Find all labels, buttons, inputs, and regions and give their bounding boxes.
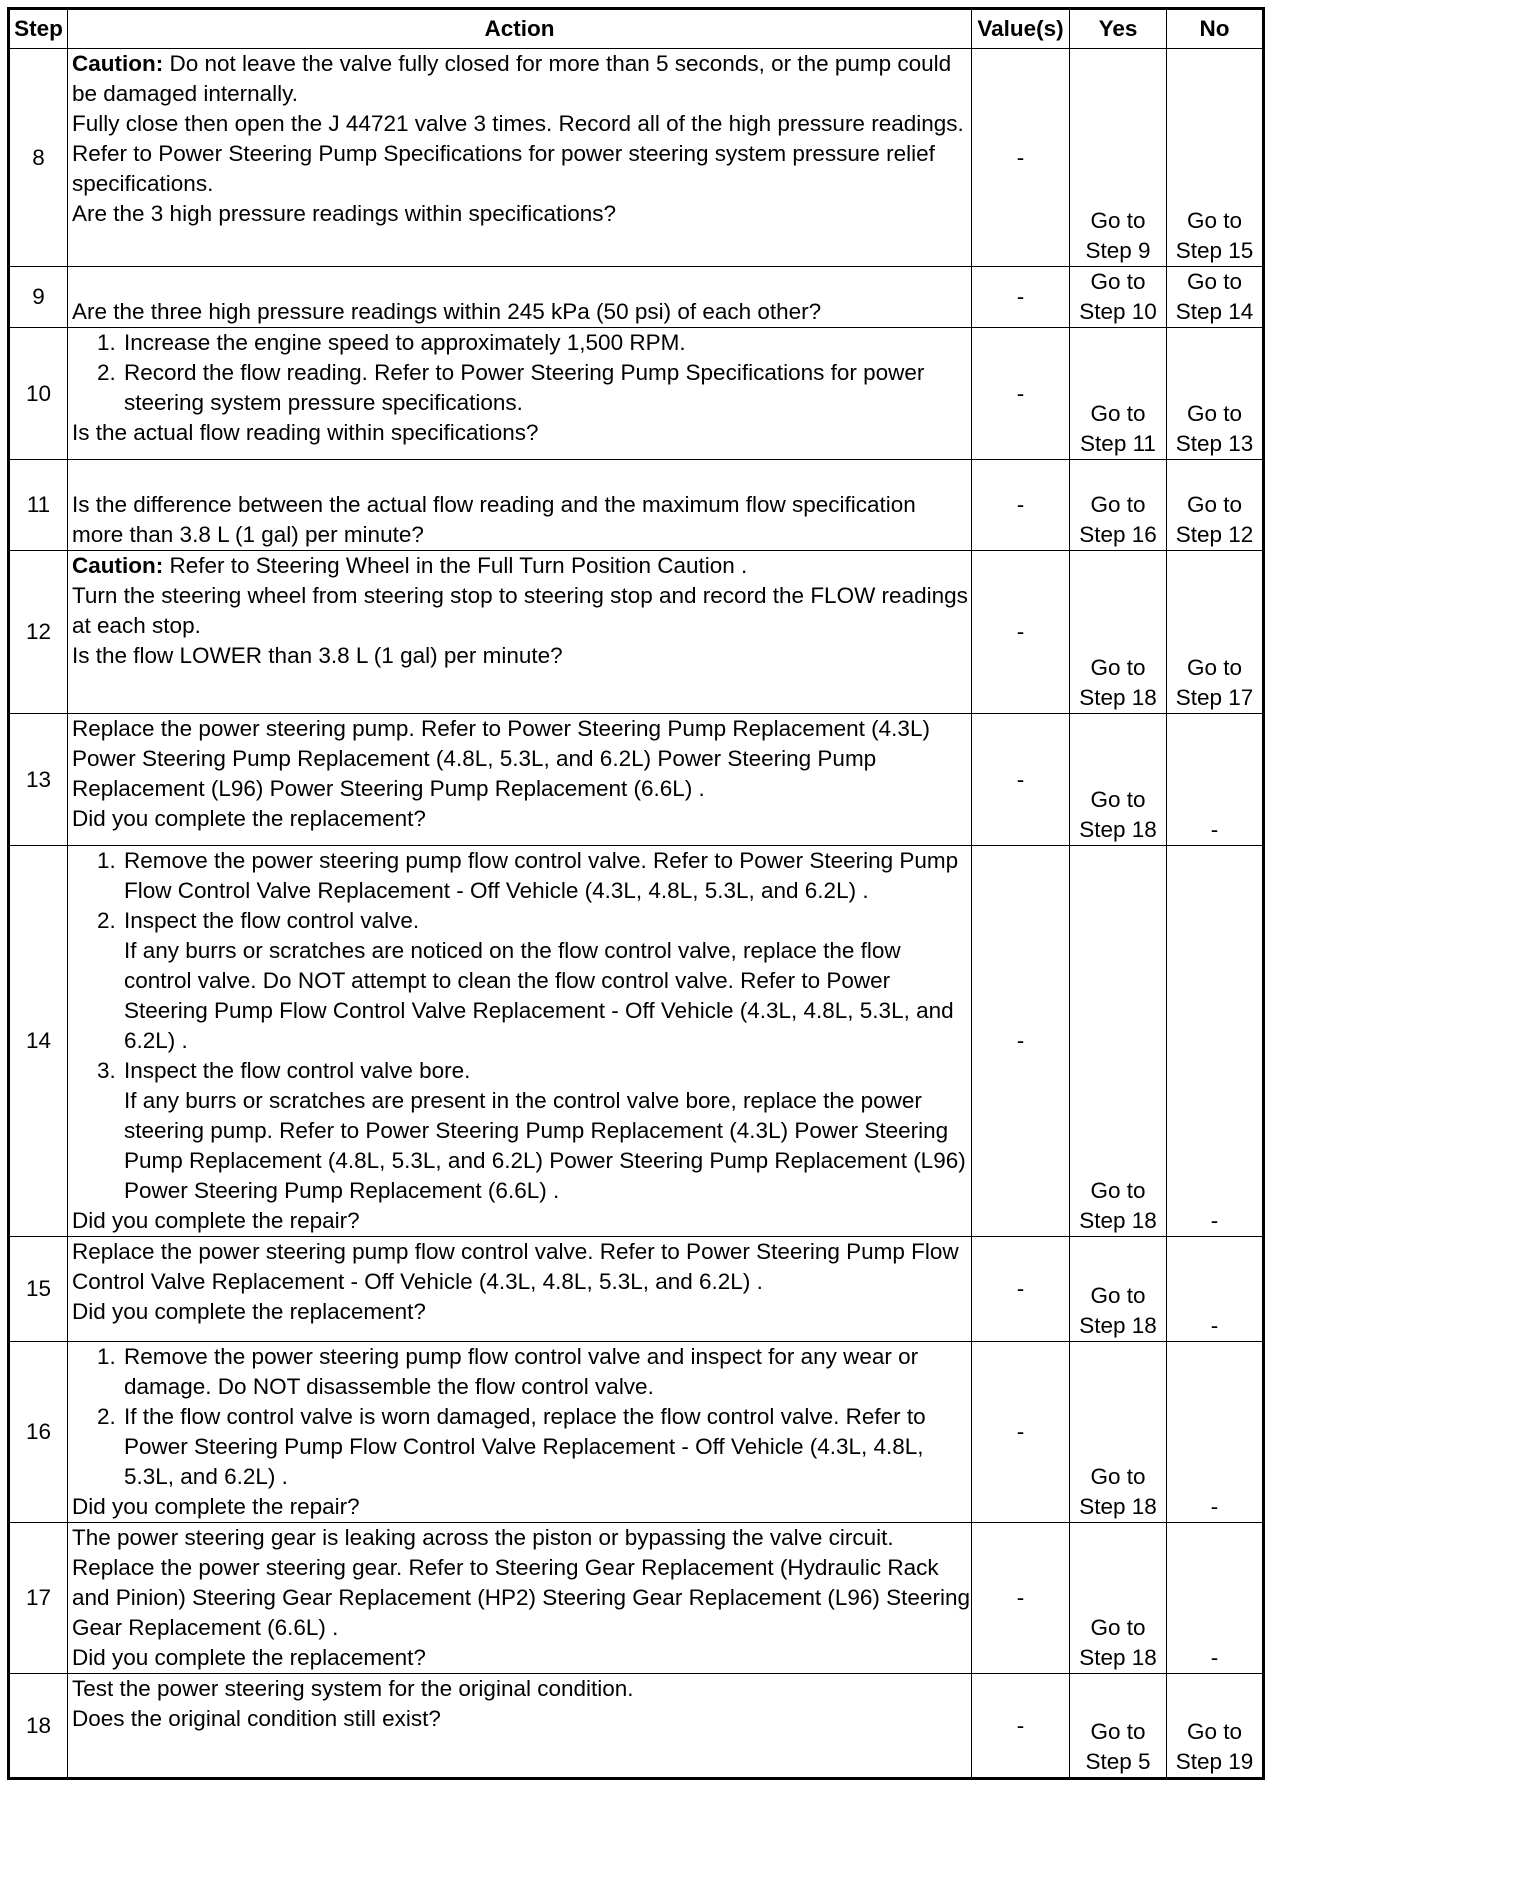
table-row: [9, 1523, 1264, 1674]
action-step-text: If the flow control valve is worn damaged, replace the flow control valve. Refer to Power Steering Pump Flow Control Valve Replacement - Off Vehicle (4.3L, 4.8L, 5.3L, and 6.2L) .: [124, 1404, 926, 1489]
value-cell: -: [972, 1237, 1070, 1342]
action-question: Are the 3 high pressure readings within specifications?: [72, 201, 617, 226]
no-cell: [1167, 328, 1264, 460]
table-row: [9, 460, 1264, 551]
action-question: Did you complete the replacement?: [72, 1645, 426, 1670]
header-row: [9, 9, 1264, 49]
no-cell: [1167, 267, 1264, 328]
step-cell: 10: [9, 328, 68, 460]
yes-line: Step 18: [1079, 685, 1157, 710]
action-question: Are the three high pressure readings within 245 kPa (50 psi) of each other?: [72, 299, 822, 324]
action-cell: [68, 1523, 972, 1674]
yes-cell: [1070, 1523, 1167, 1674]
no-line: Go to: [1186, 401, 1243, 426]
action-step-detail: If any burrs or scratches are present in the control valve bore, replace the power steering pump. Refer to Power Steering Pump Replacement (4.3L) Power Steering Pump Replacement (4.8L, 5.3L, and 6.2L) Power Steering Pump Replacement (L96) Power Steering Pump Replacement (6.6L) .: [124, 1088, 966, 1203]
action-question: Did you complete the replacement?: [72, 806, 426, 831]
yes-cell: [1070, 1342, 1167, 1523]
table-row: [9, 328, 1264, 460]
action-cell: [68, 460, 972, 551]
yes-line: Go to: [1090, 401, 1146, 426]
yes-line: Go to: [1090, 208, 1146, 233]
yes-line: Go to: [1090, 269, 1146, 294]
header-action: Action: [68, 9, 972, 49]
step-cell: 11: [9, 460, 68, 551]
action-steps: [72, 328, 971, 418]
yes-line: Step 18: [1079, 817, 1157, 842]
yes-cell: [1070, 1674, 1167, 1779]
yes-cell: [1070, 328, 1167, 460]
yes-cell: [1070, 267, 1167, 328]
no-cell: [1167, 1674, 1264, 1779]
action-cell: [68, 267, 972, 328]
yes-line: Go to: [1090, 1719, 1146, 1744]
no-line: Step 13: [1175, 431, 1254, 456]
header-no: No: [1167, 9, 1264, 49]
value-cell: -: [972, 460, 1070, 551]
no-line: Go to: [1186, 655, 1243, 680]
no-cell: [1167, 49, 1264, 267]
value-cell: -: [972, 551, 1070, 714]
action-text: Replace the power steering pump flow control valve. Refer to Power Steering Pump Flow Control Valve Replacement - Off Vehicle (4.3L, 4.8L, 5.3L, and 6.2L) .: [72, 1239, 959, 1294]
table-row: [9, 714, 1264, 846]
yes-line: Go to: [1090, 1178, 1146, 1203]
action-text: Turn the steering wheel from steering stop to steering stop and record the FLOW readings at each stop.: [72, 583, 968, 638]
action-question: Did you complete the repair?: [72, 1494, 360, 1519]
action-question: Is the actual flow reading within specifications?: [72, 420, 539, 445]
caution-text: Do not leave the valve fully closed for more than 5 seconds, or the pump could be damaged internally.: [72, 51, 952, 106]
caution-note: [72, 49, 971, 109]
no-line: -: [1210, 1645, 1219, 1670]
action-question: Did you complete the repair?: [72, 1208, 360, 1233]
no-cell: [1167, 1342, 1264, 1523]
yes-line: Step 9: [1085, 238, 1151, 263]
value-cell: -: [972, 846, 1070, 1237]
action-question: Is the difference between the actual flow reading and the maximum flow specification more than 3.8 L (1 gal) per minute?: [72, 492, 916, 547]
action-cell: [68, 714, 972, 846]
table-row: [9, 267, 1264, 328]
action-cell: [68, 1237, 972, 1342]
action-step: [122, 1402, 971, 1492]
value-cell: -: [972, 1342, 1070, 1523]
table-body: [9, 49, 1264, 1779]
no-line: Step 15: [1175, 238, 1254, 263]
no-line: -: [1210, 1494, 1219, 1519]
value-cell: -: [972, 49, 1070, 267]
no-line: Step 14: [1175, 299, 1254, 324]
table-row: [9, 1342, 1264, 1523]
no-cell: [1167, 1523, 1264, 1674]
yes-cell: [1070, 49, 1167, 267]
yes-cell: [1070, 714, 1167, 846]
yes-line: Step 11: [1080, 431, 1156, 456]
step-cell: 14: [9, 846, 68, 1237]
yes-line: Step 16: [1079, 522, 1157, 547]
yes-line: Go to: [1090, 1615, 1146, 1640]
yes-line: Step 5: [1085, 1749, 1151, 1774]
action-text: Fully close then open the J 44721 valve 3 times. Record all of the high pressure readings. Refer to Power Steering Pump Specifications for power steering system pressure relief specifications.: [72, 111, 964, 196]
no-line: -: [1210, 1313, 1219, 1338]
no-cell: [1167, 846, 1264, 1237]
header-yes: Yes: [1070, 9, 1167, 49]
action-cell: [68, 328, 972, 460]
table-row: [9, 1237, 1264, 1342]
no-cell: [1167, 1237, 1264, 1342]
action-cell: [68, 551, 972, 714]
step-cell: 18: [9, 1674, 68, 1779]
no-line: -: [1210, 817, 1219, 842]
caution-text: Refer to Steering Wheel in the Full Turn Position Caution .: [169, 553, 748, 578]
action-step-text: Remove the power steering pump flow control valve and inspect for any wear or damage. Do NOT disassemble the flow control valve.: [124, 1344, 919, 1399]
action-cell: [68, 49, 972, 267]
header-step: Step: [9, 9, 68, 49]
table-row: [9, 1674, 1264, 1779]
yes-line: Step 18: [1079, 1494, 1157, 1519]
action-text: Replace the power steering pump. Refer to Power Steering Pump Replacement (4.3L) Power Steering Pump Replacement (4.8L, 5.3L, and 6.2L) Power Steering Pump Replacement (L96) Power Steering Pump Replacement (6.6L) .: [72, 716, 930, 801]
action-question: Is the flow LOWER than 3.8 L (1 gal) per minute?: [72, 643, 563, 668]
action-step-text: Inspect the flow control valve bore.: [124, 1058, 471, 1083]
no-line: Go to: [1186, 269, 1243, 294]
yes-cell: [1070, 460, 1167, 551]
diagnostic-table: [7, 7, 1265, 1780]
yes-line: Go to: [1090, 1283, 1146, 1308]
table-row: [9, 551, 1264, 714]
action-cell: [68, 1342, 972, 1523]
no-line: Step 12: [1175, 522, 1254, 547]
yes-line: Step 18: [1079, 1645, 1157, 1670]
step-cell: 9: [9, 267, 68, 328]
yes-line: Go to: [1090, 655, 1146, 680]
no-cell: [1167, 460, 1264, 551]
value-cell: -: [972, 714, 1070, 846]
action-step: [122, 1056, 971, 1206]
table-row: [9, 49, 1264, 267]
yes-cell: [1070, 551, 1167, 714]
step-cell: 13: [9, 714, 68, 846]
action-step: [122, 906, 971, 1056]
yes-cell: [1070, 1237, 1167, 1342]
caution-label: Caution:: [72, 51, 164, 76]
yes-line: Step 18: [1079, 1313, 1157, 1338]
caution-note: [72, 551, 971, 581]
action-step-text: Remove the power steering pump flow control valve. Refer to Power Steering Pump Flow Control Valve Replacement - Off Vehicle (4.3L, 4.8L, 5.3L, and 6.2L) .: [124, 848, 959, 903]
action-step-detail: If any burrs or scratches are noticed on the flow control valve, replace the flow control valve. Do NOT attempt to clean the flow control valve. Refer to Power Steering Pump Flow Control Valve Replacement - Off Vehicle (4.3L, 4.8L, 5.3L, and 6.2L) .: [124, 938, 954, 1053]
table-row: [9, 846, 1264, 1237]
value-cell: -: [972, 328, 1070, 460]
step-cell: 8: [9, 49, 68, 267]
action-cell: [68, 846, 972, 1237]
step-cell: 17: [9, 1523, 68, 1674]
no-line: Go to: [1186, 208, 1243, 233]
action-steps: [72, 1342, 971, 1492]
action-text: The power steering gear is leaking across the piston or bypassing the valve circuit. Replace the power steering gear. Refer to Steering Gear Replacement (Hydraulic Rack and Pinion) Steering Gear Replacement (HP2) Steering Gear Replacement (L96) Steering Gear Replacement (6.6L) .: [72, 1525, 970, 1640]
action-question: Did you complete the replacement?: [72, 1299, 426, 1324]
action-step: [122, 328, 971, 358]
value-cell: -: [972, 267, 1070, 328]
yes-line: Go to: [1090, 492, 1146, 517]
no-cell: [1167, 551, 1264, 714]
step-cell: 16: [9, 1342, 68, 1523]
action-step: [122, 1342, 971, 1402]
yes-line: Step 18: [1079, 1208, 1157, 1233]
caution-label: Caution:: [72, 553, 164, 578]
value-cell: -: [972, 1674, 1070, 1779]
step-cell: 15: [9, 1237, 68, 1342]
yes-cell: [1070, 846, 1167, 1237]
action-text: Test the power steering system for the original condition.: [72, 1676, 634, 1701]
action-step-text: Record the flow reading. Refer to Power Steering Pump Specifications for power steering system pressure specifications.: [124, 360, 925, 415]
action-step-text: Increase the engine speed to approximately 1,500 RPM.: [124, 330, 686, 355]
step-cell: 12: [9, 551, 68, 714]
action-steps: [72, 846, 971, 1206]
no-line: Step 19: [1175, 1749, 1254, 1774]
yes-line: Step 10: [1079, 299, 1157, 324]
action-step-text: Inspect the flow control valve.: [124, 908, 420, 933]
no-line: -: [1210, 1208, 1219, 1233]
action-cell: [68, 1674, 972, 1779]
action-step: [122, 358, 971, 418]
yes-line: Go to: [1090, 1464, 1146, 1489]
action-step: [122, 846, 971, 906]
no-line: Step 17: [1175, 685, 1254, 710]
header-values: Value(s): [972, 9, 1070, 49]
yes-line: Go to: [1090, 787, 1146, 812]
value-cell: -: [972, 1523, 1070, 1674]
no-cell: [1167, 714, 1264, 846]
no-line: Go to: [1186, 492, 1243, 517]
action-question: Does the original condition still exist?: [72, 1706, 441, 1731]
no-line: Go to: [1186, 1719, 1243, 1744]
